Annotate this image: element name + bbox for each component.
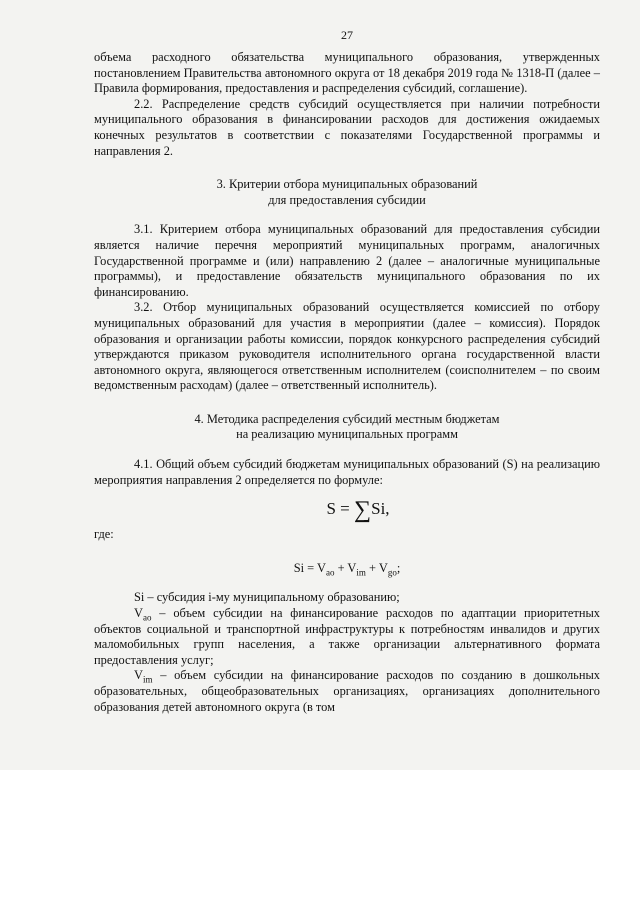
formula-rhs: Si,: [371, 499, 390, 519]
formula-si-plus2: + V: [365, 560, 388, 575]
formula-lhs: S =: [326, 499, 354, 519]
formula-si-sub-ao: ao: [325, 567, 335, 578]
paragraph-4-1: 4.1. Общий объем субсидий бюджетам муниципальных образований (S) на реализацию мероприятия направления 2 определяется по формуле:: [94, 457, 600, 487]
intro-paragraph: объема расходного обязательства муниципального образования, утвержденных постановлением Правительства автономного округа от 18 декабря 2019 года № 1318-П (далее – Правила формирования, предоставления и распределения субсидий, соглашение).: [94, 50, 600, 96]
paragraph-3-2: 3.2. Отбор муниципальных образований осуществляется комиссией по отбору муниципальных образований для участия в мероприятии (далее – комиссия). Порядок образования и организации работы комиссии, порядок конкурсного распределения субсидий утверждаются приказом руководителя исполнительного органа государственной власти автономного округа, являющегося ответственным исполнителем (соисполнителем – по своим ведомственным расходам) (далее – ответственный исполнитель).: [94, 300, 600, 393]
formula-si-sub-go: go: [387, 567, 397, 578]
section-4-title-line2: на реализацию муниципальных программ: [236, 427, 458, 442]
section-3-heading: [94, 177, 600, 208]
formula-si: [94, 561, 600, 577]
section-3-title-line2: для предоставления субсидии: [268, 192, 426, 207]
formula-si-lhs: Si = V: [293, 560, 326, 575]
formula-si-plus1: + V: [334, 560, 357, 575]
section-4-heading: [94, 412, 600, 443]
vim-symbol: V: [134, 668, 143, 683]
where-label: где:: [94, 527, 114, 542]
paragraph-3-1: 3.1. Критерием отбора муниципальных образований для предоставления субсидии является наличие перечня мероприятий муниципальных программ, аналогичных Государственной программе и (или) направлению 2 (далее – аналогичные муниципальные программы), и предоставление обязательств муниципального образования по их финансированию.: [94, 222, 600, 299]
definition-vao: [94, 606, 600, 668]
vao-subscript: ao: [142, 612, 152, 623]
section-3-title-line1: 3. Критерии отбора муниципальных образований: [216, 177, 478, 192]
vao-symbol: V: [134, 606, 143, 621]
vao-text: – объем субсидии на финансирование расходов по адаптации приоритетных объектов социальной и транспортной инфраструктуры к потребностям инвалидов и других маломобильных групп населения, а также организации альтернативного формата предоставления услуг;: [94, 606, 600, 667]
page-number: 27: [341, 28, 353, 42]
formula-si-sub-im: im: [356, 567, 366, 578]
formula-si-end: ;: [396, 560, 401, 575]
paragraph-2-2: 2.2. Распределение средств субсидий осуществляется при наличии потребности муниципального образования в финансировании расходов для достижения ожидаемых конечных результатов в соответствии с показателями Государственной программы и направления 2.: [94, 96, 600, 158]
vim-text: – объем субсидии на финансирование расходов по созданию в дошкольных образовательных, общеобразовательных организациях, организациях дополнительного образования детей автономного округа (в том: [94, 668, 600, 714]
definition-si: Si – субсидия i-му муниципальному образованию;: [134, 590, 400, 605]
vim-subscript: im: [142, 674, 153, 685]
sum-sign-icon: ∑: [354, 497, 372, 524]
definition-vim: [94, 668, 600, 715]
formula-total-subsidy: [116, 497, 600, 524]
section-4-title-line1: 4. Методика распределения субсидий местным бюджетам: [194, 411, 500, 426]
